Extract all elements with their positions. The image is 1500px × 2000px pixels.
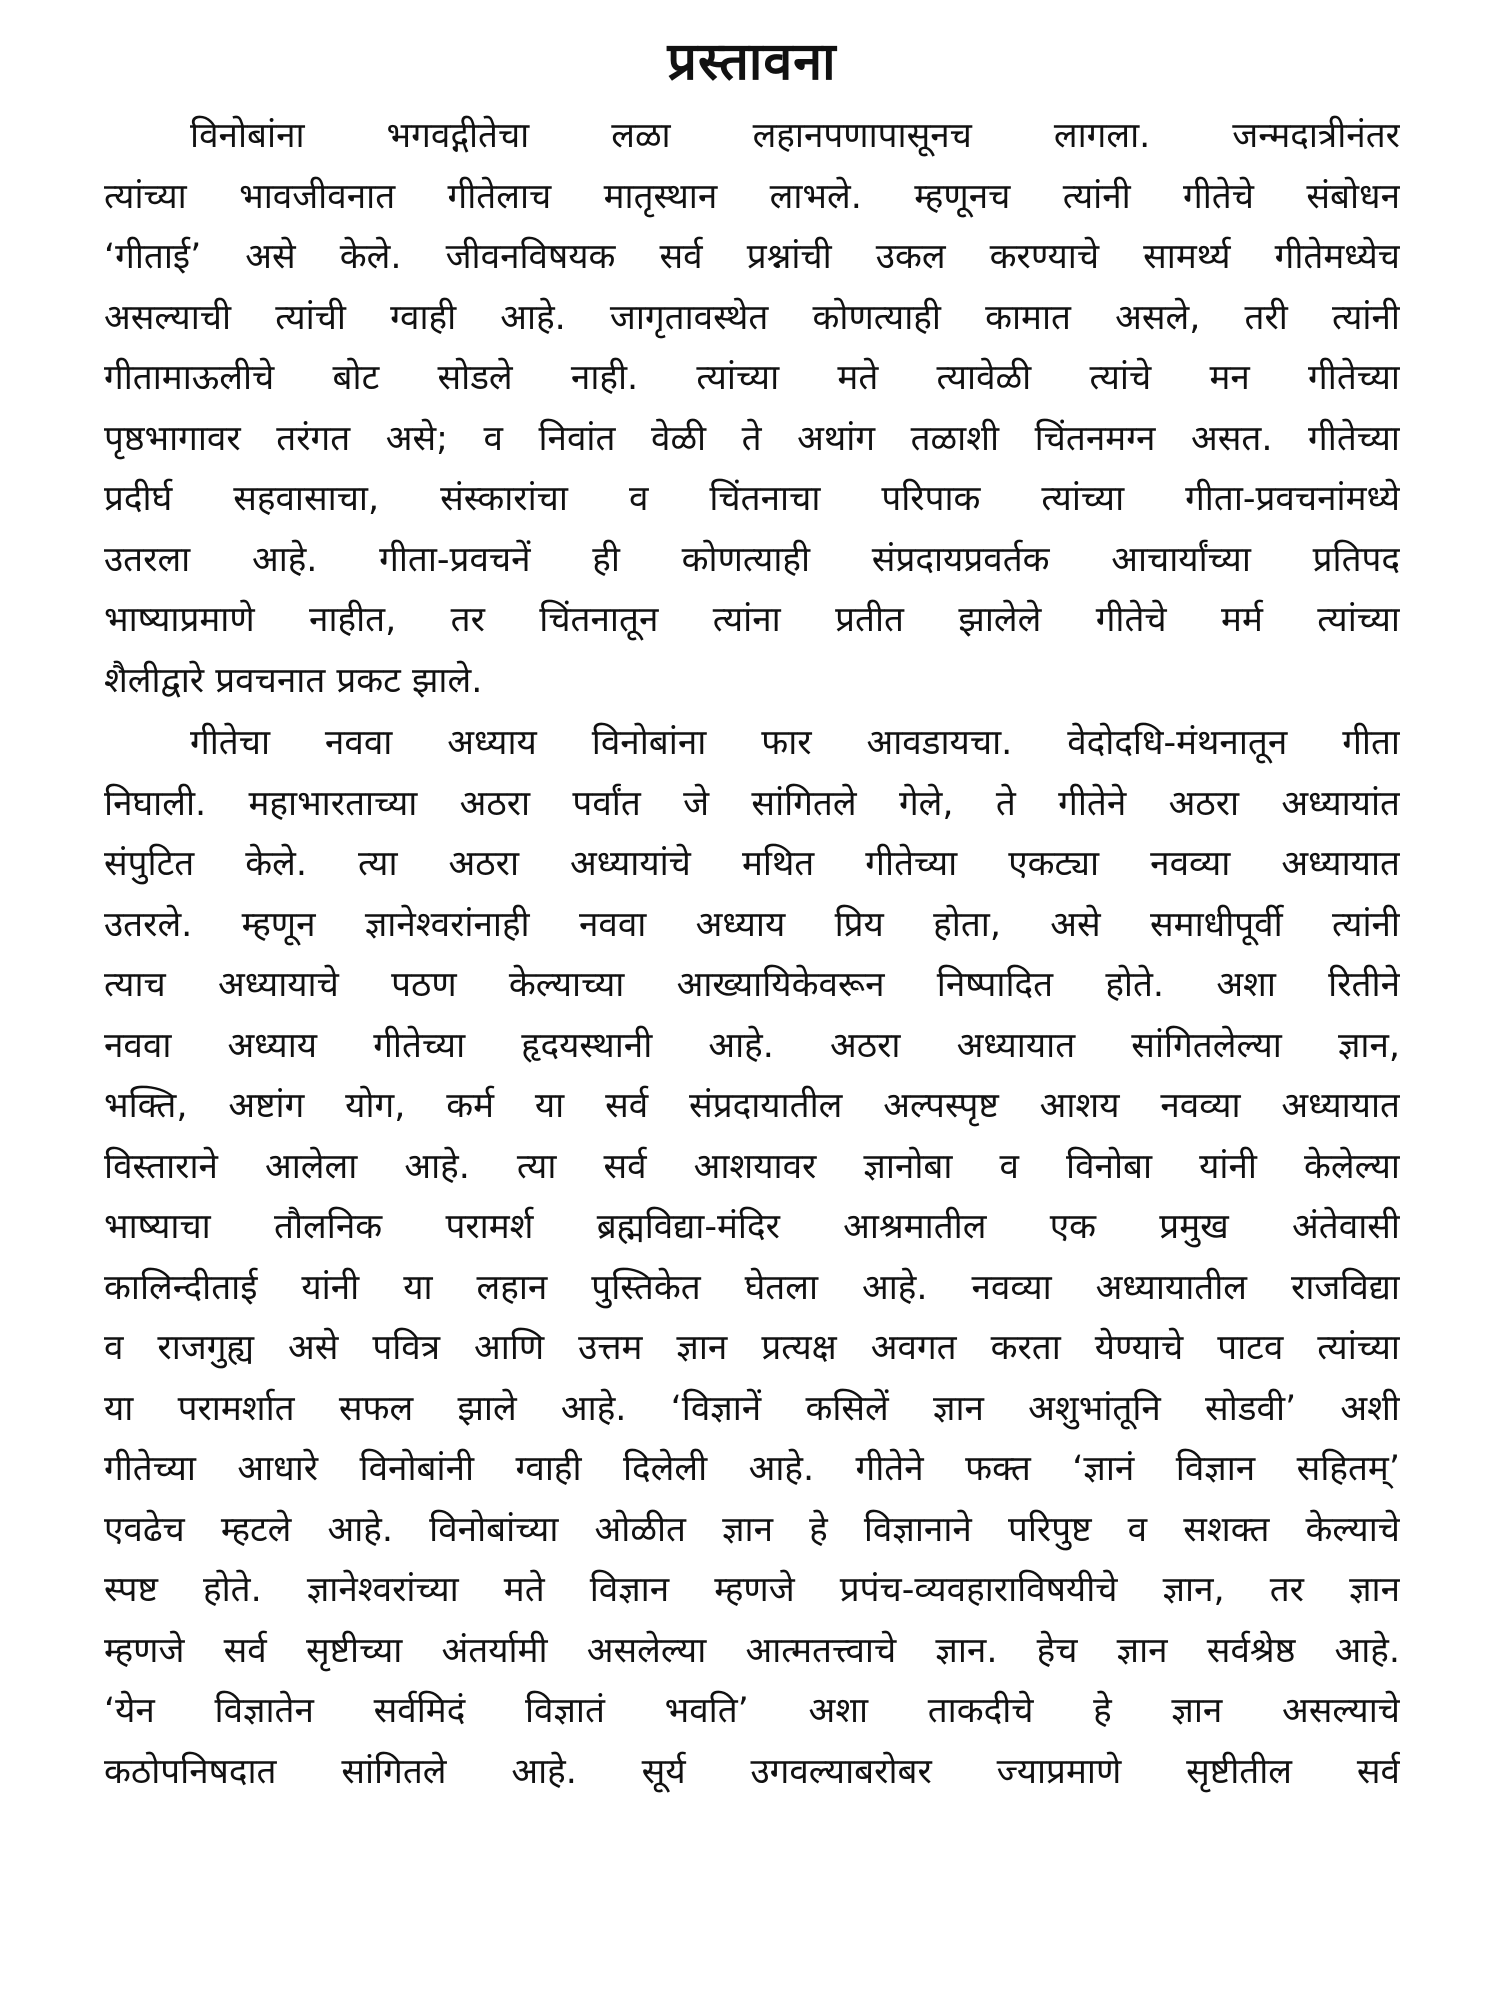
text-line: विनोबांना भगवद्गीतेचा लळा लहानपणापासूनच लागला. जन्मदात्रीनंतर (190, 116, 1400, 156)
text-line: भाष्याप्रमाणे नाहीत, तर चिंतनातून त्यांना प्रतीत झालेले गीतेचे मर्म त्यांच्या (104, 600, 1400, 640)
page-title: प्रस्तावना (667, 32, 837, 92)
text-line: विस्ताराने आलेला आहे. त्या सर्व आशयावर ज्ञानोबा व विनोबा यांनी केलेल्या (104, 1146, 1400, 1187)
text-line: असल्याची त्यांची ग्वाही आहे. जागृतावस्थेत कोणत्याही कामात असले, तरी त्यांनी (104, 297, 1400, 338)
text-line: कठोपनिषदात सांगितले आहे. सूर्य उगवल्याबरोबर ज्याप्रमाणे सृष्टीतील सर्व (104, 1751, 1400, 1792)
paragraph-2 (104, 713, 1400, 1802)
text-line: प्रदीर्घ सहवासाचा, संस्कारांचा व चिंतनाचा परिपाक त्यांच्या गीता-प्रवचनांमध्ये (104, 479, 1400, 519)
paragraph-1 (104, 106, 1400, 711)
text-line: नववा अध्याय गीतेच्या हृदयस्थानी आहे. अठरा अध्यायात सांगितलेल्या ज्ञान, (104, 1025, 1400, 1066)
text-line: शैलीद्वारे प्रवचनात प्रकट झाले. (104, 660, 483, 701)
text-line: पृष्ठभागावर तरंगत असे; व निवांत वेळी ते अथांग तळाशी चिंतनमग्न असत. गीतेच्या (104, 418, 1400, 459)
text-line: संपुटित केले. त्या अठरा अध्यायांचे मथित गीतेच्या एकट्या नवव्या अध्यायात (104, 844, 1400, 884)
text-line: एवढेच म्हटले आहे. विनोबांच्या ओळीत ज्ञान हे विज्ञानाने परिपुष्ट व सशक्त केल्याचे (104, 1509, 1400, 1550)
text-line: उतरले. म्हणून ज्ञानेश्वरांनाही नववा अध्याय प्रिय होता, असे समाधीपूर्वी त्यांनी (104, 904, 1400, 945)
text-line: ‘येन विज्ञातेन सर्वमिदं विज्ञातं भवति’ अशा ताकदीचे हे ज्ञान असल्याचे (104, 1691, 1400, 1731)
text-line: उतरला आहे. गीता-प्रवचनें ही कोणत्याही संप्रदायप्रवर्तक आचार्यांच्या प्रतिपद (104, 539, 1400, 580)
text-line: भाष्याचा तौलनिक परामर्श ब्रह्मविद्या-मंदिर आश्रमातील एक प्रमुख अंतेवासी (104, 1207, 1400, 1247)
text-line: भक्ति, अष्टांग योग, कर्म या सर्व संप्रदायातील अल्पस्पृष्ट आशय नवव्या अध्यायात (104, 1086, 1400, 1126)
text-line: गीतामाऊलीचे बोट सोडले नाही. त्यांच्या मते त्यावेळी त्यांचे मन गीतेच्या (104, 358, 1400, 398)
text-line: म्हणजे सर्व सृष्टीच्या अंतर्यामी असलेल्या आत्मतत्त्वाचे ज्ञान. हेच ज्ञान सर्वश्रेष्ठ आहे. (104, 1630, 1400, 1671)
text-line: या परामर्शात सफल झाले आहे. ‘विज्ञानें कसिलें ज्ञान अशुभांतूनि सोडवी’ अशी (104, 1388, 1400, 1429)
text-line: कालिन्दीताई यांनी या लहान पुस्तिकेत घेतला आहे. नवव्या अध्यायातील राजविद्या (104, 1267, 1400, 1308)
text-line: त्यांच्या भावजीवनात गीतेलाच मातृस्थान लाभले. म्हणूनच त्यांनी गीतेचे संबोधन (104, 176, 1400, 217)
text-line: ‘गीताई’ असे केले. जीवनविषयक सर्व प्रश्नांची उकल करण्याचे सामर्थ्य गीतेमध्येच (104, 237, 1400, 277)
text-line: त्याच अध्यायाचे पठण केल्याच्या आख्यायिकेवरून निष्पादित होते. अशा रितीने (104, 965, 1400, 1005)
text-line: गीतेच्या आधारे विनोबांनी ग्वाही दिलेली आहे. गीतेने फक्त ‘ज्ञानं विज्ञान सहितम्’ (104, 1449, 1400, 1489)
text-line: स्पष्ट होते. ज्ञानेश्वरांच्या मते विज्ञान म्हणजे प्रपंच-व्यवहाराविषयीचे ज्ञान, तर ज्ञान (104, 1570, 1400, 1610)
text-line: गीतेचा नववा अध्याय विनोबांना फार आवडायचा. वेदोदधि-मंथनातून गीता (190, 723, 1400, 763)
text-line: निघाली. महाभारताच्या अठरा पर्वांत जे सांगितले गेले, ते गीतेने अठरा अध्यायांत (104, 783, 1400, 824)
text-line: व राजगुह्य असे पवित्र आणि उत्तम ज्ञान प्रत्यक्ष अवगत करता येण्याचे पाटव त्यांच्या (104, 1328, 1400, 1368)
